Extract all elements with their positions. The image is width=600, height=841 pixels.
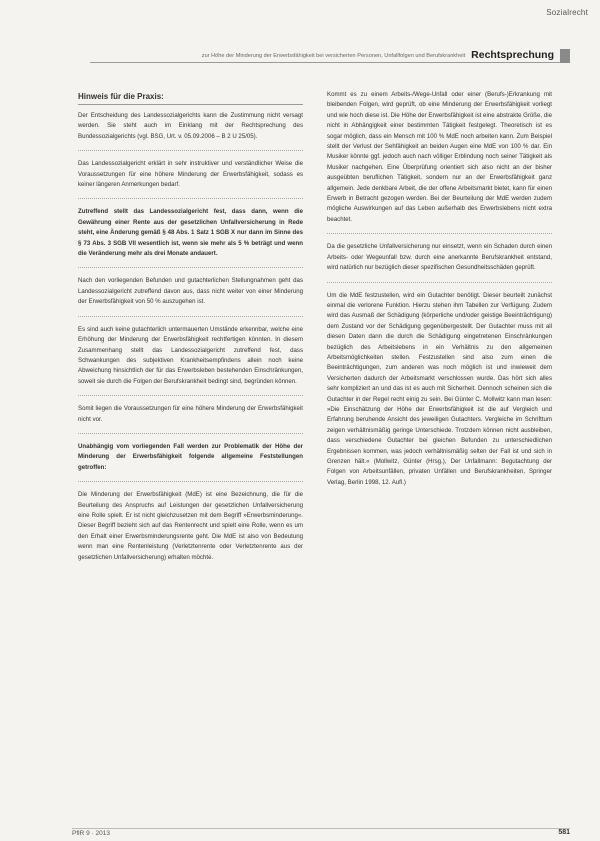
divider: [78, 395, 303, 396]
hint-heading: Hinweis für die Praxis:: [78, 90, 303, 105]
right-column: [327, 90, 552, 496]
paragraph: Es sind auch keine gutachterlich untermauerten Umstände erkennbar, welche eine Erhöhung der Minderung der Erwerbsfähigkeit rechtfertigen könnten. In diesem Zusammenhang stellt das Landessozialgericht zutreffend fest, dass Schwankungen des subjektiven Krankheitsempfindens allein noch keine Abweichung hinsichtlich der für das Erwerbsleben bestehenden Einschränkungen, soweit sie durch die Folgen der Berufskrankheit bedingt sind, begründen können.: [78, 325, 303, 385]
paragraph: Nach den vorliegenden Befunden und gutachterlichen Stellungnahmen geht das Landessozialgericht zutreffend davon aus, dass nicht weiter von einer Minderung der Erwerbsfähigkeit von 50 % auszugehen ist.: [78, 277, 303, 306]
divider: [78, 316, 303, 317]
paragraph: Kommt es zu einem Arbeits-/Wege-Unfall oder einer (Berufs-)Erkrankung mit bleibenden Folgen, wird geprüft, ob eine Minderung der Erwerbsfähigkeit vorliegt und wie hoch diese ist. Die Höhe der Erwerbsfähigkeit ist eine abstrakte Größe, die nicht in Abhängigkeit einer bestimmten Tätigkeit festgelegt. Theoretisch ist es sogar möglich, dass ein Mensch mit 100 % MdE noch arbeiten kann. Zum Beispiel stellt der Verlust der Sehfähigkeit an beiden Augen eine MdE von 100 % dar. Ein Musiker könnte ggf. jedoch auch nach völliger Erblindung noch seiner Tätigkeit als Musiker nachgehen. Eine Überprüfung orientiert sich also nicht an der bisher ausgeübten beruflichen Tätigkeit, sondern nur an der Erwerbsfähigkeit ganz allgemein. Jede denkbare Arbeit, die der offene Arbeitsmarkt bietet, kann für einen Erwerb in Betracht gezogen werden. Bei der Beurteilung der MdE werden zudem mögliche Auswirkungen auf das Leben außerhalb des Erwerbslebens nicht extra beachtet.: [327, 91, 552, 223]
journal-issue: PflR 9 · 2013: [72, 830, 110, 837]
footer-rule: [72, 828, 570, 829]
header-subtitle: zur Höhe der Minderung der Erwerbsfähigkeit bei versicherten Personen, Unfallfolgen und Berufskrankheit: [201, 53, 466, 59]
header-marker-block: [560, 49, 570, 63]
paragraph: Somit liegen die Voraussetzungen für eine höhere Minderung der Erwerbsfähigkeit nicht vor.: [78, 405, 303, 423]
divider: [78, 150, 303, 151]
header-title: Rechtsprechung: [471, 49, 554, 61]
section-tag: Sozialrecht: [546, 8, 588, 17]
divider: [78, 433, 303, 434]
paragraph: Der Entscheidung des Landessozialgerichts kann die Zustimmung nicht versagt werden. Sie steht auch im Einklang mit der Rechtsprechung des Bundessozialgerichts (vgl. BSG, Urt. v. 05.09.2006 – B 2 U 25/05).: [78, 112, 303, 140]
paragraph: Das Landessozialgericht erklärt in sehr instruktiver und verständlicher Weise die Voraussetzungen für eine höhere Minderung der Erwerbsfähigkeit, sodass es keiner längeren Anmerkungen bedarf.: [78, 160, 303, 189]
paragraph: Da die gesetzliche Unfallversicherung nur einsetzt, wenn ein Schaden durch einen Arbeits- oder Wegeunfall bzw. durch eine anerkannte Berufskrankheit entstand, wird natürlich nur bezüglich dieser spezifischen Gesundheitsschäden geprüft.: [327, 243, 552, 272]
paragraph: Um die MdE festzustellen, wird ein Gutachter benötigt. Dieser beurteilt zunächst einmal die verlorene Funktion. Hierzu stehen ihm Tabellen zur Verfügung. Zudem wird das Ausmaß der Schädigung (körperliche und/oder geistige Beeinträchtigung) dem Zustand vor der Schädigung gegenübergestellt. Der Gutachter muss mit all diesen Daten dann die durch die Schädigung eingetretenen Einschränkungen bezüglich des Arbeitslebens in ein Verhältnis zu den allgemeinen Arbeitsmöglichkeiten stellen. Festzustellen sind also zum einen die Beeinträchtigungen, zum anderen was noch möglich ist und inwieweit dem Versicherten dadurch der Arbeitsmarkt verschlossen wurde. Das hört sich alles sehr kompliziert an und das ist es auch mit Sicherheit. Dennoch scheinen sich die Gutachter in der Regel recht einig zu sein. Bei Günter C. Mollwitz kann man lesen: »Die Einschätzung der Höhe der Erwerbsfähigkeit ist die auf Vergleich und Erfahrung beruhende Ansicht des jeweiligen Gutachters. Vergleiche im Schrifttum zeigen verhältnismäßig geringe Unterschiede. Trotzdem können nicht ausbleiben, dass verschiedene Gutachter bei gleichen Befunden zu unterschiedlichen Ergebnissen kommen, was jedoch verhältnismäßig selten der Fall ist und sich in Grenzen hält.« (Mollwitz, Günter (Hrsg.), Der Unfallmann: Begutachtung der Folgen von Arbeitsunfällen, privaten Unfällen und Berufskrankheiten, Springer Verlag, Berlin 1998, 12. Aufl.): [327, 291, 552, 486]
divider: [78, 267, 303, 268]
page-number: 581: [558, 829, 570, 836]
divider: [78, 481, 303, 482]
left-column: [78, 90, 303, 571]
paragraph-emphasized: Unabhängig vom vorliegenden Fall werden zur Problematik der Höhe der Minderung der Erwerbsfähigkeit folgende allgemeine Feststellungen getroffen:: [78, 442, 303, 471]
divider: [327, 282, 552, 283]
paragraph-emphasized: Zutreffend stellt das Landessozialgericht fest, dass dann, wenn die Gewährung einer Rente aus der gesetzlichen Unfallversicherung in Rede steht, eine Änderung gemäß § 48 Abs. 1 Satz 1 SGB X nur dann im Sinne des § 73 Abs. 3 SGB VII wesentlich ist, wenn sie mehr als 5 % beträgt und wenn die Veränderung mehr als drei Monate andauert.: [78, 208, 303, 258]
divider: [327, 233, 552, 234]
divider: [78, 198, 303, 199]
paragraph: Die Minderung der Erwerbsfähigkeit (MdE) ist eine Bezeichnung, die für die Beurteilung des Anspruchs auf Leistungen der gesetzlichen Unfallversicherung eine Rolle spielt. Er ist nicht gleichzusetzen mit dem Begriff »Erwerbsminderung«. Dieser Begriff bezieht sich auf das Rentenrecht und spielt eine Rolle, wenn es um den Erhalt einer Erwerbsminderungsrente geht. Die MdE ist also von Bedeutung wenn man eine Rentenleistung (Verletztenrente oder Verletztenrente aus der gesetzlichen Unfallversicherung) erhalten möchte.: [78, 491, 303, 561]
running-header: [90, 48, 570, 63]
